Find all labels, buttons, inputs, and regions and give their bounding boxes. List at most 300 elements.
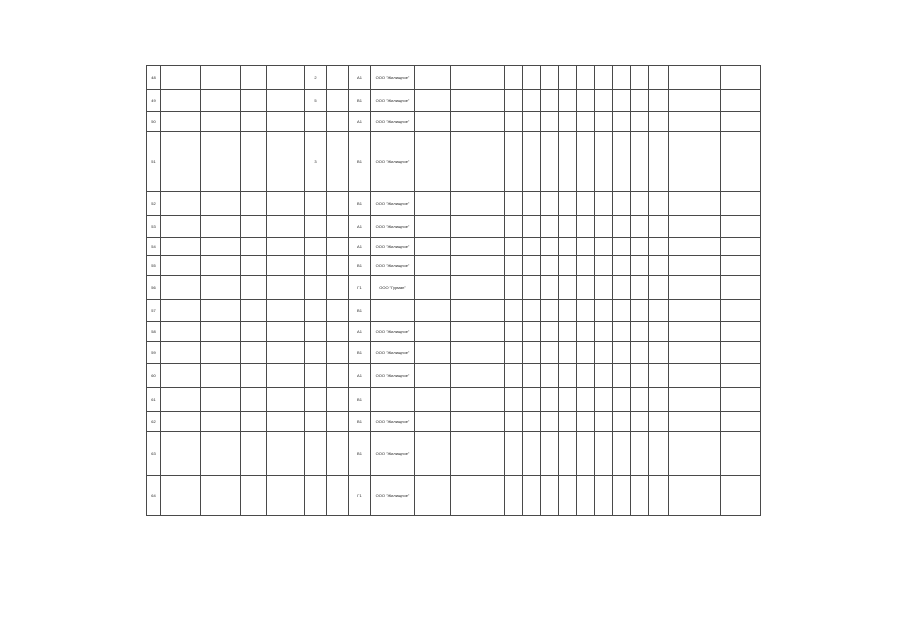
cell-c1 (327, 388, 349, 412)
cell-address (451, 192, 505, 216)
cell-purpose (267, 432, 305, 476)
cell-props (721, 238, 761, 256)
cell-empty (631, 276, 649, 300)
cell-empty (577, 238, 595, 256)
cell-holder (669, 300, 721, 322)
cell-props (721, 216, 761, 238)
cell-org: ООО "Жилищное" (371, 322, 415, 342)
cell-empty (577, 216, 595, 238)
cell-purpose (267, 112, 305, 132)
cell-empty (631, 412, 649, 432)
cell-empty (541, 256, 559, 276)
cell-land-type (241, 432, 267, 476)
table-row (147, 476, 761, 516)
cell-date (649, 192, 669, 216)
cell-empty (541, 364, 559, 388)
table-row (147, 132, 761, 192)
cell-inn (415, 112, 451, 132)
register-table (146, 65, 761, 516)
cell-empty (505, 238, 523, 256)
cell-num: 53 (147, 216, 161, 238)
cell-purpose (267, 216, 305, 238)
cell-land-type (241, 192, 267, 216)
cell-empty (577, 132, 595, 192)
cell-owner (161, 256, 201, 276)
cell-empty (595, 216, 613, 238)
cell-date (649, 66, 669, 90)
cell-cadastral (201, 412, 241, 432)
cell-org: ООО "Жилищное" (371, 476, 415, 516)
cell-empty (631, 364, 649, 388)
cell-empty (631, 66, 649, 90)
cell-holder (669, 364, 721, 388)
cell-empty (559, 66, 577, 90)
cell-address (451, 90, 505, 112)
cell-cadastral (201, 276, 241, 300)
cell-props (721, 66, 761, 90)
cell-empty (505, 342, 523, 364)
cell-inn (415, 476, 451, 516)
cell-date (649, 238, 669, 256)
cell-address (451, 256, 505, 276)
cell-cadastral (201, 432, 241, 476)
cell-empty (595, 300, 613, 322)
cell-cadastral (201, 66, 241, 90)
cell-props (721, 132, 761, 192)
cell-date (649, 476, 669, 516)
cell-empty (631, 132, 649, 192)
cell-empty (523, 342, 541, 364)
cell-share (305, 342, 327, 364)
cell-inn (415, 412, 451, 432)
table-row (147, 192, 761, 216)
cell-org: ООО "Жилищное" (371, 432, 415, 476)
cell-cadastral (201, 300, 241, 322)
cell-empty (505, 300, 523, 322)
cell-c2: В1 (349, 132, 371, 192)
cell-empty (595, 388, 613, 412)
cell-holder (669, 432, 721, 476)
cell-holder (669, 132, 721, 192)
cell-empty (595, 432, 613, 476)
cell-org: ООО "Жилищное" (371, 256, 415, 276)
cell-empty (631, 112, 649, 132)
cell-empty (559, 276, 577, 300)
cell-empty (559, 322, 577, 342)
cell-empty (505, 432, 523, 476)
cell-empty (541, 388, 559, 412)
table-row (147, 322, 761, 342)
cell-c2: А1 (349, 112, 371, 132)
cell-address (451, 388, 505, 412)
cell-empty (631, 216, 649, 238)
cell-land-type (241, 66, 267, 90)
cell-empty (505, 132, 523, 192)
cell-empty (577, 192, 595, 216)
cell-empty (559, 432, 577, 476)
cell-purpose (267, 256, 305, 276)
cell-empty (523, 432, 541, 476)
cell-owner (161, 342, 201, 364)
cell-empty (577, 322, 595, 342)
cell-address (451, 238, 505, 256)
cell-empty (631, 256, 649, 276)
cell-empty (613, 412, 631, 432)
cell-holder (669, 322, 721, 342)
cell-share: 2 (305, 66, 327, 90)
cell-cadastral (201, 388, 241, 412)
cell-empty (613, 192, 631, 216)
cell-holder (669, 216, 721, 238)
cell-num: 55 (147, 256, 161, 276)
cell-empty (613, 276, 631, 300)
cell-share (305, 276, 327, 300)
cell-empty (595, 112, 613, 132)
cell-empty (577, 66, 595, 90)
cell-c2: Г1 (349, 276, 371, 300)
cell-empty (613, 66, 631, 90)
cell-c2: В1 (349, 432, 371, 476)
cell-empty (559, 412, 577, 432)
cell-cadastral (201, 132, 241, 192)
cell-c1 (327, 322, 349, 342)
cell-org: ООО "Жилищное" (371, 342, 415, 364)
cell-c1 (327, 90, 349, 112)
cell-num: 50 (147, 112, 161, 132)
cell-address (451, 112, 505, 132)
cell-empty (505, 364, 523, 388)
cell-empty (577, 476, 595, 516)
cell-date (649, 276, 669, 300)
cell-num: 51 (147, 132, 161, 192)
cell-empty (505, 216, 523, 238)
cell-empty (523, 276, 541, 300)
cell-share (305, 238, 327, 256)
cell-cadastral (201, 192, 241, 216)
cell-empty (631, 300, 649, 322)
cell-num: 62 (147, 412, 161, 432)
cell-date (649, 90, 669, 112)
cell-empty (613, 300, 631, 322)
cell-empty (595, 132, 613, 192)
cell-c1 (327, 276, 349, 300)
cell-num: 49 (147, 90, 161, 112)
cell-date (649, 216, 669, 238)
cell-empty (613, 476, 631, 516)
cell-empty (505, 192, 523, 216)
cell-share (305, 412, 327, 432)
cell-empty (613, 216, 631, 238)
cell-share: 5 (305, 90, 327, 112)
cell-empty (505, 388, 523, 412)
cell-num: 54 (147, 238, 161, 256)
cell-address (451, 66, 505, 90)
cell-land-type (241, 256, 267, 276)
cell-c1 (327, 66, 349, 90)
cell-org: ООО "Жилищное" (371, 216, 415, 238)
cell-land-type (241, 300, 267, 322)
cell-cadastral (201, 342, 241, 364)
cell-empty (595, 364, 613, 388)
cell-holder (669, 412, 721, 432)
cell-owner (161, 192, 201, 216)
table-row (147, 256, 761, 276)
cell-empty (505, 276, 523, 300)
cell-empty (523, 192, 541, 216)
cell-land-type (241, 342, 267, 364)
cell-address (451, 476, 505, 516)
table-row (147, 238, 761, 256)
cell-empty (595, 192, 613, 216)
cell-inn (415, 66, 451, 90)
cell-land-type (241, 388, 267, 412)
cell-inn (415, 432, 451, 476)
cell-purpose (267, 364, 305, 388)
cell-empty (613, 238, 631, 256)
cell-empty (577, 112, 595, 132)
cell-holder (669, 192, 721, 216)
cell-address (451, 412, 505, 432)
cell-props (721, 412, 761, 432)
cell-share: 3 (305, 132, 327, 192)
cell-empty (559, 256, 577, 276)
table-row (147, 112, 761, 132)
cell-inn (415, 192, 451, 216)
table-body (147, 66, 761, 516)
cell-empty (595, 66, 613, 90)
cell-empty (577, 388, 595, 412)
cell-date (649, 256, 669, 276)
cell-empty (631, 342, 649, 364)
cell-date (649, 132, 669, 192)
cell-num: 63 (147, 432, 161, 476)
cell-inn (415, 276, 451, 300)
cell-share (305, 364, 327, 388)
cell-props (721, 112, 761, 132)
cell-empty (559, 342, 577, 364)
cell-empty (559, 364, 577, 388)
cell-org (371, 388, 415, 412)
table-row (147, 388, 761, 412)
cell-land-type (241, 90, 267, 112)
cell-address (451, 432, 505, 476)
cell-props (721, 476, 761, 516)
cell-props (721, 364, 761, 388)
cell-owner (161, 216, 201, 238)
cell-share (305, 388, 327, 412)
cell-empty (595, 256, 613, 276)
cell-empty (631, 90, 649, 112)
cell-c2: Г1 (349, 476, 371, 516)
cell-empty (523, 300, 541, 322)
cell-address (451, 364, 505, 388)
cell-owner (161, 364, 201, 388)
cell-share (305, 432, 327, 476)
cell-c2: В1 (349, 388, 371, 412)
cell-org: ООО "Жилищное" (371, 412, 415, 432)
cell-org (371, 300, 415, 322)
cell-num: 64 (147, 476, 161, 516)
cell-owner (161, 388, 201, 412)
cell-cadastral (201, 216, 241, 238)
cell-props (721, 322, 761, 342)
table-row (147, 364, 761, 388)
cell-empty (613, 112, 631, 132)
cell-c1 (327, 238, 349, 256)
cell-c1 (327, 412, 349, 432)
cell-empty (559, 238, 577, 256)
cell-empty (541, 66, 559, 90)
cell-empty (541, 412, 559, 432)
cell-empty (595, 412, 613, 432)
cell-num: 48 (147, 66, 161, 90)
cell-empty (595, 322, 613, 342)
table-row (147, 90, 761, 112)
cell-purpose (267, 388, 305, 412)
cell-purpose (267, 90, 305, 112)
cell-address (451, 322, 505, 342)
cell-props (721, 192, 761, 216)
cell-share (305, 300, 327, 322)
cell-props (721, 300, 761, 322)
cell-date (649, 364, 669, 388)
table-row (147, 300, 761, 322)
cell-land-type (241, 476, 267, 516)
cell-empty (595, 276, 613, 300)
cell-cadastral (201, 112, 241, 132)
cell-owner (161, 112, 201, 132)
cell-cadastral (201, 256, 241, 276)
cell-c1 (327, 192, 349, 216)
cell-empty (541, 322, 559, 342)
cell-date (649, 432, 669, 476)
cell-empty (613, 90, 631, 112)
cell-empty (613, 256, 631, 276)
cell-empty (541, 112, 559, 132)
cell-empty (577, 364, 595, 388)
cell-owner (161, 476, 201, 516)
cell-empty (577, 276, 595, 300)
cell-empty (595, 238, 613, 256)
table-row (147, 216, 761, 238)
cell-empty (631, 432, 649, 476)
cell-address (451, 300, 505, 322)
cell-num: 61 (147, 388, 161, 412)
cell-purpose (267, 476, 305, 516)
cell-empty (523, 112, 541, 132)
cell-share (305, 216, 327, 238)
cell-purpose (267, 412, 305, 432)
cell-props (721, 432, 761, 476)
cell-num: 57 (147, 300, 161, 322)
table-row (147, 432, 761, 476)
cell-share (305, 476, 327, 516)
cell-inn (415, 238, 451, 256)
cell-num: 60 (147, 364, 161, 388)
cell-num: 59 (147, 342, 161, 364)
cell-empty (577, 90, 595, 112)
cell-empty (541, 216, 559, 238)
cell-empty (541, 132, 559, 192)
cell-empty (523, 66, 541, 90)
cell-share (305, 322, 327, 342)
cell-owner (161, 66, 201, 90)
cell-c2: В1 (349, 300, 371, 322)
table-row (147, 342, 761, 364)
cell-empty (505, 322, 523, 342)
cell-empty (577, 300, 595, 322)
cell-owner (161, 90, 201, 112)
table-row (147, 412, 761, 432)
cell-inn (415, 300, 451, 322)
cell-holder (669, 66, 721, 90)
cell-c2: В1 (349, 412, 371, 432)
cell-land-type (241, 112, 267, 132)
cell-land-type (241, 238, 267, 256)
cell-org: ООО "Жилищное" (371, 192, 415, 216)
cell-holder (669, 90, 721, 112)
cell-c2: А1 (349, 216, 371, 238)
cell-purpose (267, 322, 305, 342)
cell-c1 (327, 256, 349, 276)
cell-cadastral (201, 238, 241, 256)
cell-owner (161, 322, 201, 342)
cell-c2: А1 (349, 364, 371, 388)
cell-props (721, 276, 761, 300)
cell-empty (559, 112, 577, 132)
cell-holder (669, 238, 721, 256)
cell-org: ООО "Жилищное" (371, 66, 415, 90)
cell-empty (541, 476, 559, 516)
cell-empty (523, 216, 541, 238)
cell-empty (595, 476, 613, 516)
cell-empty (541, 276, 559, 300)
cell-empty (559, 388, 577, 412)
cell-empty (613, 322, 631, 342)
cell-c2: В1 (349, 256, 371, 276)
cell-inn (415, 216, 451, 238)
table-row (147, 276, 761, 300)
cell-empty (559, 476, 577, 516)
cell-owner (161, 300, 201, 322)
cell-empty (505, 476, 523, 516)
cell-empty (631, 476, 649, 516)
cell-holder (669, 256, 721, 276)
cell-props (721, 388, 761, 412)
cell-empty (523, 476, 541, 516)
cell-address (451, 132, 505, 192)
cell-owner (161, 276, 201, 300)
cell-empty (541, 300, 559, 322)
cell-empty (523, 388, 541, 412)
cell-empty (577, 412, 595, 432)
cell-empty (541, 192, 559, 216)
cell-address (451, 276, 505, 300)
cell-empty (631, 322, 649, 342)
cell-purpose (267, 300, 305, 322)
cell-empty (541, 432, 559, 476)
cell-empty (505, 412, 523, 432)
cell-c2: А1 (349, 66, 371, 90)
cell-org: ООО "Жилищное" (371, 132, 415, 192)
cell-empty (559, 216, 577, 238)
cell-empty (505, 90, 523, 112)
cell-land-type (241, 276, 267, 300)
cell-c1 (327, 342, 349, 364)
cell-land-type (241, 412, 267, 432)
cell-purpose (267, 66, 305, 90)
cell-cadastral (201, 364, 241, 388)
